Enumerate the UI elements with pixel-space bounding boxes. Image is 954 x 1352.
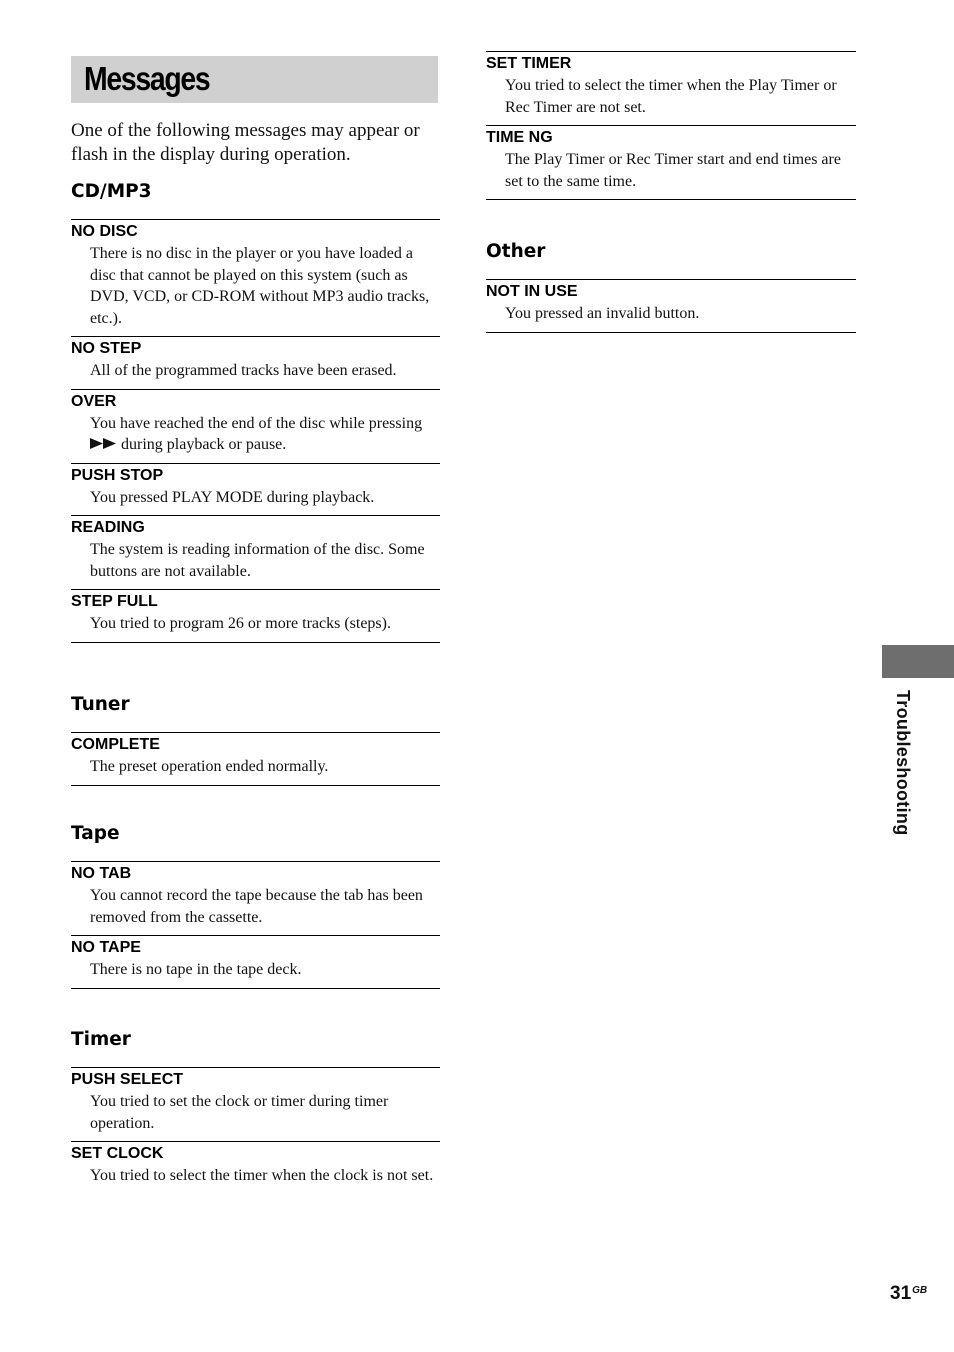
message-title: PUSH SELECT	[71, 1071, 184, 1088]
message-description: You pressed an invalid button.	[505, 305, 700, 322]
message-entry-push-stop	[71, 463, 440, 516]
message-description: The Play Timer or Rec Timer start and end times are set to the same time.	[505, 151, 841, 190]
message-entry-not-in-use	[486, 279, 856, 333]
message-title: OVER	[71, 392, 117, 410]
message-description: The preset operation ended normally.	[90, 758, 329, 775]
message-description	[90, 413, 440, 456]
message-description: You tried to program 26 or more tracks (steps).	[90, 615, 391, 632]
section-heading-timer: Timer	[71, 1029, 131, 1050]
message-entry-complete	[71, 732, 440, 786]
message-description: You cannot record the tape because the tab has been removed from the cassette.	[90, 887, 423, 926]
message-title: STEP FULL	[71, 593, 158, 610]
message-title: NOT IN USE	[486, 283, 578, 300]
message-description: You tried to select the timer when the Play Timer or Rec Timer are not set.	[505, 77, 837, 116]
timer-message-list	[71, 1067, 440, 1194]
message-title: NO DISC	[71, 223, 138, 240]
section-heading-other: Other	[486, 241, 546, 262]
message-description: You tried to set the clock or timer during timer operation.	[90, 1093, 389, 1132]
message-description: You pressed PLAY MODE during playback.	[90, 488, 375, 506]
message-title: NO TAPE	[71, 939, 141, 956]
message-entry-no-disc	[71, 219, 440, 336]
message-entry-reading	[71, 515, 440, 589]
message-entry-time-ng	[486, 125, 856, 200]
message-description: You tried to select the timer when the clock is not set.	[90, 1167, 434, 1184]
message-entry-push-select	[71, 1067, 440, 1141]
message-title: SET CLOCK	[71, 1145, 164, 1162]
section-heading-tape: Tape	[71, 823, 120, 844]
page-title: Messages	[84, 60, 210, 97]
message-title: TIME NG	[486, 129, 553, 146]
intro-text: One of the following messages may appear or flash in the display during operation.	[71, 120, 420, 165]
message-description: The system is reading information of the disc. Some buttons are not available.	[90, 541, 425, 580]
message-title: NO TAB	[71, 865, 132, 882]
message-description: All of the programmed tracks have been erased.	[90, 362, 397, 379]
section-heading-cdmp3: CD/MP3	[71, 181, 152, 202]
message-title: READING	[71, 519, 145, 536]
message-title: COMPLETE	[71, 736, 160, 753]
message-title: PUSH STOP	[71, 466, 164, 484]
chapter-side-label-text: Troubleshooting	[893, 690, 913, 836]
title-bar	[71, 56, 438, 103]
section-heading-tuner: Tuner	[71, 694, 130, 715]
page-number-value: 31	[890, 1283, 912, 1304]
fast-forward-icon	[90, 438, 117, 449]
message-description: There is no tape in the tape deck.	[90, 961, 302, 978]
message-entry-no-tape	[71, 935, 440, 989]
page-number-suffix: GB	[912, 1285, 928, 1296]
tuner-message-list	[71, 732, 440, 786]
message-description-part: You have reached the end of the disc while pressing	[90, 414, 423, 432]
message-title: NO STEP	[71, 340, 142, 357]
chapter-tab-marker	[882, 645, 954, 678]
message-entry-no-step	[71, 336, 440, 389]
message-entry-no-tab	[71, 861, 440, 935]
message-title: SET TIMER	[486, 55, 572, 72]
message-entry-set-timer	[486, 51, 856, 125]
message-entry-over	[71, 389, 440, 463]
chapter-side-label	[887, 690, 917, 860]
cdmp3-message-list	[71, 219, 440, 643]
tape-message-list	[71, 861, 440, 989]
message-entry-step-full	[71, 589, 440, 643]
message-description-part: during playback or pause.	[121, 436, 287, 453]
other-message-list	[486, 279, 856, 333]
page-number	[890, 1283, 927, 1305]
message-entry-set-clock	[71, 1141, 440, 1194]
message-description: There is no disc in the player or you have loaded a disc that cannot be played on this system (such as DVD, VCD, or CD-ROM without MP3 audio tracks, etc.).	[90, 245, 430, 327]
timer-message-list-continued	[486, 51, 856, 200]
